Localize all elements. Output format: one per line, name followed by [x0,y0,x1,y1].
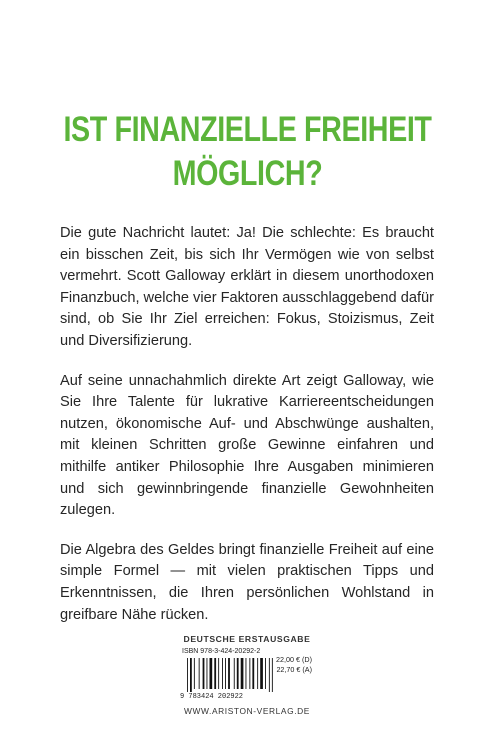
blurb-paragraph-3: Die Algebra des Geldes bringt finanzielle Freiheit auf eine simple Formel — mit vielen praktischen Tipps und Erkenntnissen, die Ihren persönlichen Wohlstand in greifbare Nähe rücken. [60,541,434,623]
barcode-bar [214,658,216,689]
price-austria: 22,70 € (A) [276,665,312,674]
blurb [60,223,434,626]
blurb-paragraph-2: Auf seine unnachahmlich direkte Art zeigt Galloway, wie Sie Ihre Talente für lukrative Karriereentscheidungen nutzen, ökonomische Auf- und Abschwünge aushalten, mit kleinen Schritten große Gewinne einfahren und mithilfe antiker Philosophie Ihre Ausgaben minimieren und sich gewinnbringende finanzielle Gewohnheiten zulegen. [60,372,434,519]
barcode-bar [222,658,223,689]
barcode-bar [225,658,226,689]
barcode-bar [187,658,188,692]
barcode-digits: 9 783424 202922 [180,693,244,701]
barcode-bar [203,658,205,689]
barcode-bar [194,658,195,689]
barcode-bar [199,658,200,689]
barcode-bar [260,658,263,689]
edition-label: DEUTSCHE ERSTAUSGABE [183,634,311,644]
barcode-bar [218,658,219,689]
headline [45,108,451,196]
publisher-website: WWW.ARISTON-VERLAG.DE [184,706,310,716]
barcode-bar [237,658,239,689]
isbn-text: ISBN 978-3-424-20292-2 [182,648,261,655]
headline-line-2: MÖGLICH? [172,154,323,193]
barcode-bar [246,658,247,689]
barcode-bar [249,658,250,689]
barcode-bar [210,658,213,689]
barcode-bar [257,658,258,689]
headline-line-1: IST FINANZIELLE FREIHEIT [63,110,432,149]
barcode-bar [269,658,270,692]
barcode-bar [252,658,254,689]
barcode-bar [234,658,235,689]
barcode-bar [265,658,266,689]
barcode-box [180,647,314,702]
blurb-paragraph-1: Die gute Nachricht lautet: Ja! Die schlechte: Es braucht ein bisschen Zeit, bis sich Ihr Vermögen wie von selbst vermehrt. Scott Galloway erklärt in diesem unorthodoxen Finanzbuch, welche vier Faktoren ausschlaggebend dafür sind, ob Sie Ihr Ziel erreichen: Fokus, Stoizismus, Zeit und Diversifizierung. [60,225,434,349]
barcode-bar [241,658,244,689]
barcode-icon [186,658,274,692]
barcode-bar [272,658,273,692]
barcode-bar [190,658,192,692]
barcode-bar [207,658,208,689]
price-germany: 22,00 € (D) [276,655,312,664]
barcode-bar [228,658,230,689]
